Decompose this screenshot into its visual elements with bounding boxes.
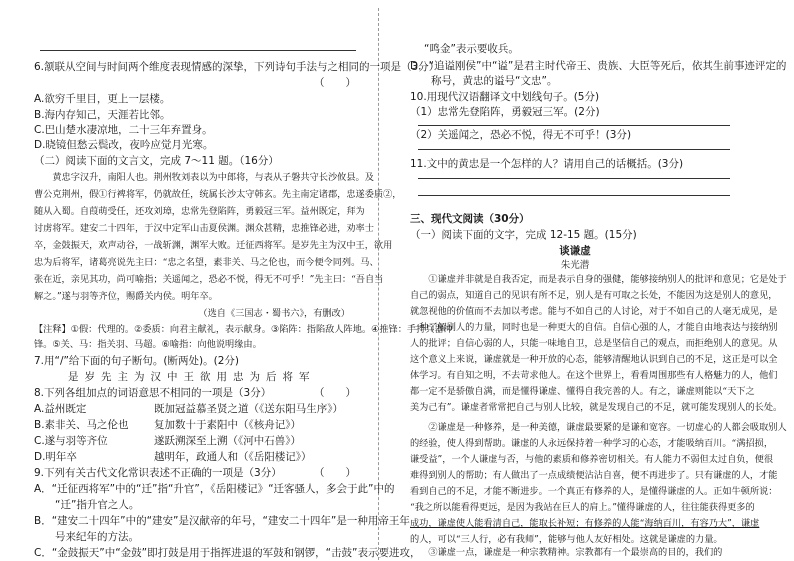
article-line: ③谦虚一点，谦虚是一种宗教精神。宗教都有一个最崇高的目的，我们的 [410,547,723,558]
q7-stem: 7.用“/”给下面的句子断句。(断两处)。(2分) [34,355,240,367]
article-line: “我之所以能看得更远，是因为我站在巨人的肩上。”懂得谦虚的人，往往能获得更多的 [410,502,755,513]
q6-option-b: B.海内存知己，天涯若比邻。 [34,109,171,121]
q11-stem: 11.文中的黄忠是一个怎样的人？请用自己的话概括。(3分) [410,158,684,170]
article-line: 体学习。有自知之明，不去苛求他人。在这个世界上，看看周围那些有人格魅力的人，他们 [410,370,778,381]
q8-c-right: 遂跃溯深至上溯（《河中石兽》） [154,435,301,447]
article-line: 看到自己的不足，才能不断进步。一个真正有修养的人，是懂得谦虚的人。正如牛顿所说： [410,486,778,497]
q7-sentence: 是岁先主为汉中王欲用忠为后将军 [68,371,316,383]
q9-option-d: D．“追谥刚侯”中“谥”是君主时代帝王、贵族、大臣等死后，依其生前事迹评定的 [410,60,787,72]
q8-d-right: 越明年，政通人和（《岳阳楼记》） [154,451,312,463]
q8-d-left: D.明年卒 [34,451,77,463]
article-line: 都一定不是骄傲自满，而是懂得谦虚、懂得自我完善的人。有之，谦虚则能以“天下之 [410,386,755,397]
answer-line[interactable] [418,149,730,150]
answer-line[interactable] [418,125,730,126]
article-line: 谦受益”，一个人谦虚与否，与他的素质和修养密切相关。有人能力不弱但太过自负，便很 [410,454,774,465]
passage-line: 张在近，亲见其功，尚可喻指；关遥闻之，恐必不悦，得无不可乎！”先主曰：“吾自当 [34,274,384,285]
section3-title: 三、现代文阅读（30分） [410,213,530,225]
q8-a-left: A.益州既定 [34,403,87,415]
q8-row-a [34,402,360,416]
q9-stem: 9.下列有关古代文化常识表述不正确的一项是（3分） [34,467,282,479]
article-line: 人的批评；自信心弱的人，只能一味地自卫，总是坚信自己的观点，而拒绝别人的意见。从 [410,338,778,349]
q10-part1: （1）忠常先登陷阵，勇毅冠三军。(2分) [410,106,600,118]
passage-notes: 锋。⑤关、马：指关羽、马超。⑥喻指：向他说明缘由。 [34,339,262,350]
section2-title: （二）阅读下面的文言文，完成 7～11 题。（16分） [34,155,279,167]
article-line: 一种了解别人的力量，同时也是一种更大的自信。自信心强的人，才能自由地表达与接纳别 [410,322,778,333]
q6-option-c: C.巴山楚水凄凉地，二十三年弃置身。 [34,124,213,136]
q9-answer-paren: （ ） [314,467,356,479]
article-line: 就忽视他的价值而不去加以考虑。能与不如自己的人讨论，对于不如自己的人毫无成见，是 [410,306,778,317]
q8-answer-paren: （ ） [314,387,356,399]
article-line: 难得到别人的帮助；有人做出了一点成绩便沾沾自喜，便不再进步了。只有谦虚的人，才能 [410,470,778,481]
answer-line[interactable] [418,195,730,196]
q8-b-left: B.素非关、马之伦也 [34,419,129,431]
q6-stem: 6.颔联从空间与时间两个维度表现情感的深挚，下列诗句手法与之相同的一项是（3分） [34,61,440,73]
article-line: 这个意义上来说，谦虚就是一种开放的心态，能够清醒地认识到自己的不足，这正是可以全 [410,354,778,365]
q8-b-right: 复加数十于素阳中（《核舟记》） [154,419,301,431]
article-line: ②谦虚是一种修养，是一种美德，谦虚最要紧的是谦和宽容。一切虚心的人都会吸取别人 [410,422,787,433]
q8-stem: 8.下列各组加点的词语意思不相同的一项是（3分） [34,387,272,399]
article-author: 朱光潜 [560,260,590,271]
q9-option-line: C．“金鼓振天”中“金鼓”即打鼓是用于指挥进退的军鼓和钢锣，“击鼓”表示要进攻， [34,547,421,559]
q8-row-c [34,434,360,448]
q8-a-right: 既加冠益慕圣贤之道（《送东阳马生序》） [154,403,343,415]
left-column [34,0,453,560]
passage-line: 讨虏将军。建安二十四年，于汉中定军山击夏侯渊。渊众甚精，忠推锋必进，劝率士 [34,223,374,234]
q9-option-d-cont: 称号，黄忠的谥号“文忠”。 [410,75,558,87]
q8-row-b [34,418,360,432]
q9-option-line: 号来纪年的方法。 [34,531,139,543]
right-column [410,0,787,560]
article-line: ①谦虚并非就是自我否定，而是表示自身的强健，能够接纳别人的批评和意见；它是处于 [410,274,787,285]
article-line: 成功，谦虚使人能看清自己，能取长补短；有修养的人能“海纳百川，有容乃大”，谦虚 [410,518,760,529]
q6-option-a: A.欲穷千里目，更上一层楼。 [34,93,171,105]
article-title: 谈谦虚 [559,245,591,257]
section3-sub1: （一）阅读下面的文字，完成 12-15 题。(15分) [410,229,637,241]
answer-line[interactable] [418,178,730,179]
passage-line: 解之。”遂与羽等齐位，赐爵关内侯。明年卒。 [34,291,218,302]
q6-option-d: D.晓镜但愁云鬓改，夜吟应觉月光寒。 [34,139,214,151]
passage-source: （选自《三国志・蜀书六》，有删改） [198,308,350,319]
q8-row-d [34,450,360,464]
passage-notes: 【注释】①假：代理的。②委质：向君主献礼，表示献身。③陷阵：指陷敌人阵地。④推锋：手持兵器冲 [34,324,453,335]
passage-line: 卒，金鼓振天，欢声动谷，一战斩渊，渊军大败。迁征西将军。是岁先主为汉中王，欲用 [34,240,393,251]
q8-c-left: C.遂与羽等齐位 [34,435,108,447]
q10-stem: 10.用现代汉语翻译文中划线句子。(5分) [410,91,600,103]
q6-answer-paren: （ ） [314,77,356,89]
q9-option-line: A．“迁征西将军”中的“迁”指“升官”，《岳阳楼记》“迁客骚人，多会于此”中的 [34,483,395,495]
passage-line: 忠为后将军，诸葛亮说先主曰：“忠之名望，素非关、马之伦也，而今便令同列。马、 [34,257,379,268]
passage-line: 黄忠字汉升，南阳人也。荆州牧刘表以为中郎将，与表从子磐共守长沙攸县。及 [34,172,374,183]
passage-line: 随从入蜀。自葭萌受任，还攻刘璋，忠常先登陷阵，勇毅冠三军。益州既定，拜为 [34,206,365,217]
article-line: 美为己有”。谦虚者常常把自己与别人比较，就是发现自己的不足，就可能发现别人的长处。 [410,402,783,413]
q9-option-line: B．“建安二十四年”中的“建安”是汉献帝的年号，“建安二十四年”是一种用帝王年 [34,515,410,527]
q9-option-line: “迁”指升官之人。 [34,499,140,511]
q10-part2: （2）关遥闻之，恐必不悦，得无不可乎！(3分) [410,129,632,141]
article-line: 的经验，使人得到帮助。谦虚的人永远保持着一种学习的心态，才能吸纳百川。“满招损， [410,438,774,449]
article-line: 自己的弱点，知道自己的见识有所不足，别人是有可取之长处，不能因为这是别人的意见， [410,290,778,301]
article-line: 的人，可以“三人行，必有我师”，能够与他人友好相处。这就是谦虚的力量。 [410,534,723,545]
passage-line: 曹公克荆州，假①行裨将军，仍就故任，统属长沙太守韩玄。先主南定诸郡，忠遂委质②， [34,189,402,200]
q9-c-continued: “鸣金”表示要收兵。 [424,43,519,55]
